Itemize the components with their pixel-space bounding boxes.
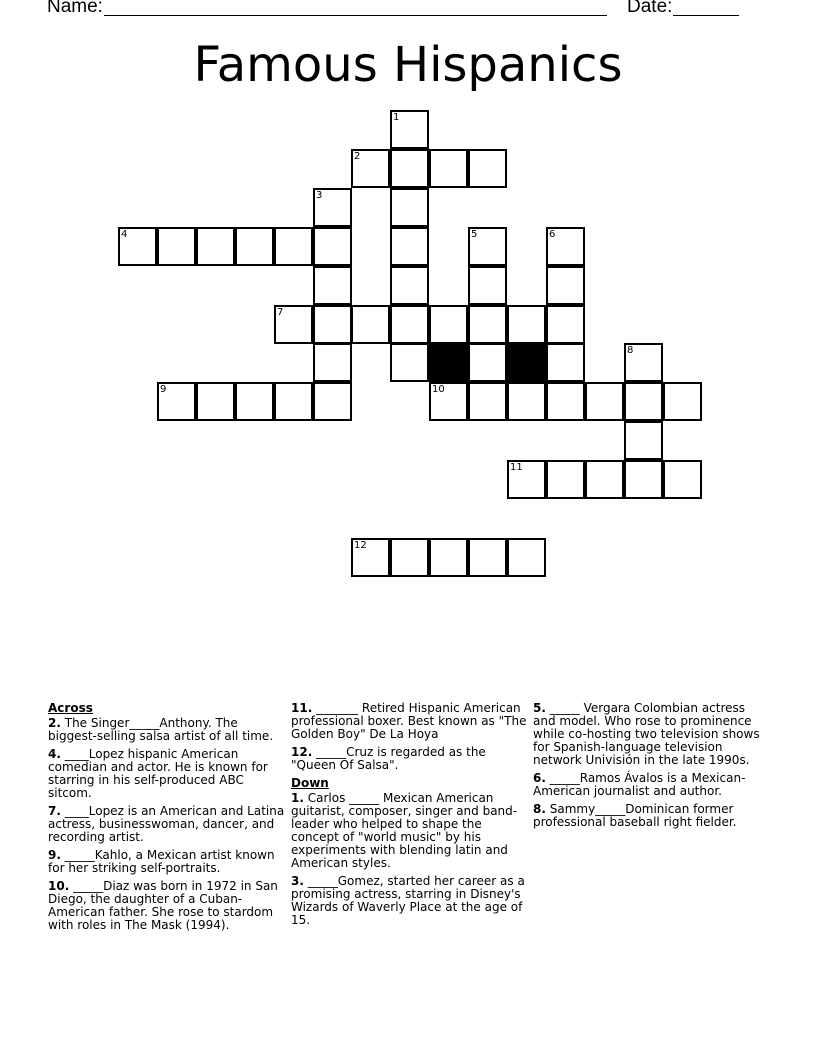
grid-cell[interactable] bbox=[118, 227, 157, 266]
grid-cell[interactable] bbox=[351, 149, 390, 188]
clue-across-9: 9. _____Kahlo, a Mexican artist known for her striking self-portraits. bbox=[48, 848, 275, 875]
grid-cell[interactable] bbox=[546, 266, 585, 305]
grid-cell[interactable] bbox=[624, 382, 663, 421]
grid-cell[interactable] bbox=[507, 382, 546, 421]
grid-cell[interactable] bbox=[507, 538, 546, 577]
grid-cell[interactable] bbox=[663, 382, 702, 421]
grid-cell[interactable] bbox=[468, 266, 507, 305]
clue-number: 9 bbox=[160, 384, 167, 395]
clue-number: 3 bbox=[316, 190, 323, 201]
clue-number: 4 bbox=[121, 229, 128, 240]
clue-number: 11 bbox=[510, 462, 523, 473]
grid-cell[interactable] bbox=[390, 149, 429, 188]
grid-cell[interactable] bbox=[429, 538, 468, 577]
grid-cell[interactable] bbox=[196, 227, 235, 266]
grid-cell[interactable] bbox=[468, 227, 507, 266]
grid-cell[interactable] bbox=[546, 382, 585, 421]
grid-cell[interactable] bbox=[546, 343, 585, 382]
grid-cell[interactable] bbox=[157, 227, 196, 266]
grid-cell[interactable] bbox=[274, 227, 313, 266]
black-square bbox=[507, 343, 546, 382]
grid-cell[interactable] bbox=[390, 188, 429, 227]
grid-cell[interactable] bbox=[468, 343, 507, 382]
clue-number: 8 bbox=[627, 345, 634, 356]
grid-cell[interactable] bbox=[351, 538, 390, 577]
across-heading: Across bbox=[48, 701, 93, 715]
grid-cell[interactable] bbox=[585, 460, 624, 499]
clue-down-8: 8. Sammy_____Dominican former professional baseball right fielder. bbox=[533, 802, 737, 829]
grid-cell[interactable] bbox=[313, 266, 352, 305]
grid-cell[interactable] bbox=[468, 305, 507, 344]
clue-across-2: 2. The Singer_____Anthony. The biggest-selling salsa artist of all time. bbox=[48, 716, 274, 743]
grid-cell[interactable] bbox=[313, 343, 352, 382]
grid-cell[interactable] bbox=[235, 227, 274, 266]
date-label: Date: bbox=[627, 0, 673, 17]
clue-across-7: 7. ____Lopez is an American and Latina actress, businesswoman, dancer, and recording artist. bbox=[48, 804, 285, 844]
clues-column-1 bbox=[48, 702, 285, 937]
grid-cell[interactable] bbox=[429, 382, 468, 421]
grid-cell[interactable] bbox=[157, 382, 196, 421]
clue-number: 10 bbox=[432, 384, 445, 395]
grid-cell[interactable] bbox=[507, 305, 546, 344]
clue-across-12: 12. _____Cruz is regarded as the "Queen Of Salsa". bbox=[291, 745, 486, 772]
clue-number: 7 bbox=[277, 307, 284, 318]
down-heading: Down bbox=[291, 776, 329, 790]
grid-cell[interactable] bbox=[313, 305, 352, 344]
grid-cell[interactable] bbox=[351, 305, 390, 344]
clue-number: 1 bbox=[393, 112, 400, 123]
black-square bbox=[429, 343, 468, 382]
grid-cell[interactable] bbox=[624, 460, 663, 499]
grid-cell[interactable] bbox=[468, 538, 507, 577]
grid-cell[interactable] bbox=[235, 382, 274, 421]
clue-across-11: 11. _______ Retired Hispanic American professional boxer. Best known as "The Golden Boy" De La Hoya bbox=[291, 701, 527, 741]
grid-cell[interactable] bbox=[313, 382, 352, 421]
clue-down-1: 1. Carlos _____ Mexican American guitarist, composer, singer and band-leader who helped to shape the concept of "world music" by his experiments with blending latin and American styles. bbox=[291, 791, 518, 870]
grid-cell[interactable] bbox=[390, 266, 429, 305]
clue-down-3: 3. _____Gomez, started her career as a promising actress, starring in Disney's Wizards of Waverly Place at the age of 15. bbox=[291, 874, 525, 927]
grid-cell[interactable] bbox=[390, 227, 429, 266]
grid-cell[interactable] bbox=[313, 188, 352, 227]
grid-cell[interactable] bbox=[390, 305, 429, 344]
grid-cell[interactable] bbox=[507, 460, 546, 499]
clue-number: 5 bbox=[471, 229, 478, 240]
grid-cell[interactable] bbox=[546, 460, 585, 499]
grid-cell[interactable] bbox=[274, 382, 313, 421]
name-label: Name: bbox=[47, 0, 103, 17]
grid-cell[interactable] bbox=[546, 227, 585, 266]
grid-cell[interactable] bbox=[313, 227, 352, 266]
grid-cell[interactable] bbox=[546, 305, 585, 344]
clue-down-6: 6. _____Ramos Ávalos is a Mexican-American journalist and author. bbox=[533, 771, 746, 798]
clues-column-3 bbox=[533, 702, 770, 834]
clue-across-4: 4. ____Lopez hispanic American comedian and actor. He is known for starring in his self-produced ABC sitcom. bbox=[48, 747, 268, 800]
grid-cell[interactable] bbox=[468, 149, 507, 188]
clues-column-2 bbox=[291, 702, 528, 932]
clue-number: 2 bbox=[354, 151, 361, 162]
grid-cell[interactable] bbox=[390, 110, 429, 149]
grid-cell[interactable] bbox=[468, 382, 507, 421]
grid-cell[interactable] bbox=[663, 460, 702, 499]
grid-cell[interactable] bbox=[624, 343, 663, 382]
page-title: Famous Hispanics bbox=[193, 37, 623, 93]
grid-cell[interactable] bbox=[624, 421, 663, 460]
grid-cell[interactable] bbox=[390, 343, 429, 382]
grid-cell[interactable] bbox=[196, 382, 235, 421]
clue-down-5: 5. _____ Vergara Colombian actress and model. Who rose to prominence while co-hosting two television shows for Spanish-language television network Univisión in the late 1990s. bbox=[533, 701, 760, 767]
clue-number: 6 bbox=[549, 229, 556, 240]
grid-cell[interactable] bbox=[274, 305, 313, 344]
grid-cell[interactable] bbox=[429, 149, 468, 188]
clue-across-10: 10. _____Diaz was born in 1972 in San Diego, the daughter of a Cuban-American father. She rose to stardom with roles in The Mask (1994). bbox=[48, 879, 278, 932]
grid-cell[interactable] bbox=[429, 305, 468, 344]
grid-cell[interactable] bbox=[585, 382, 624, 421]
clue-number: 12 bbox=[354, 540, 367, 551]
grid-cell[interactable] bbox=[390, 538, 429, 577]
